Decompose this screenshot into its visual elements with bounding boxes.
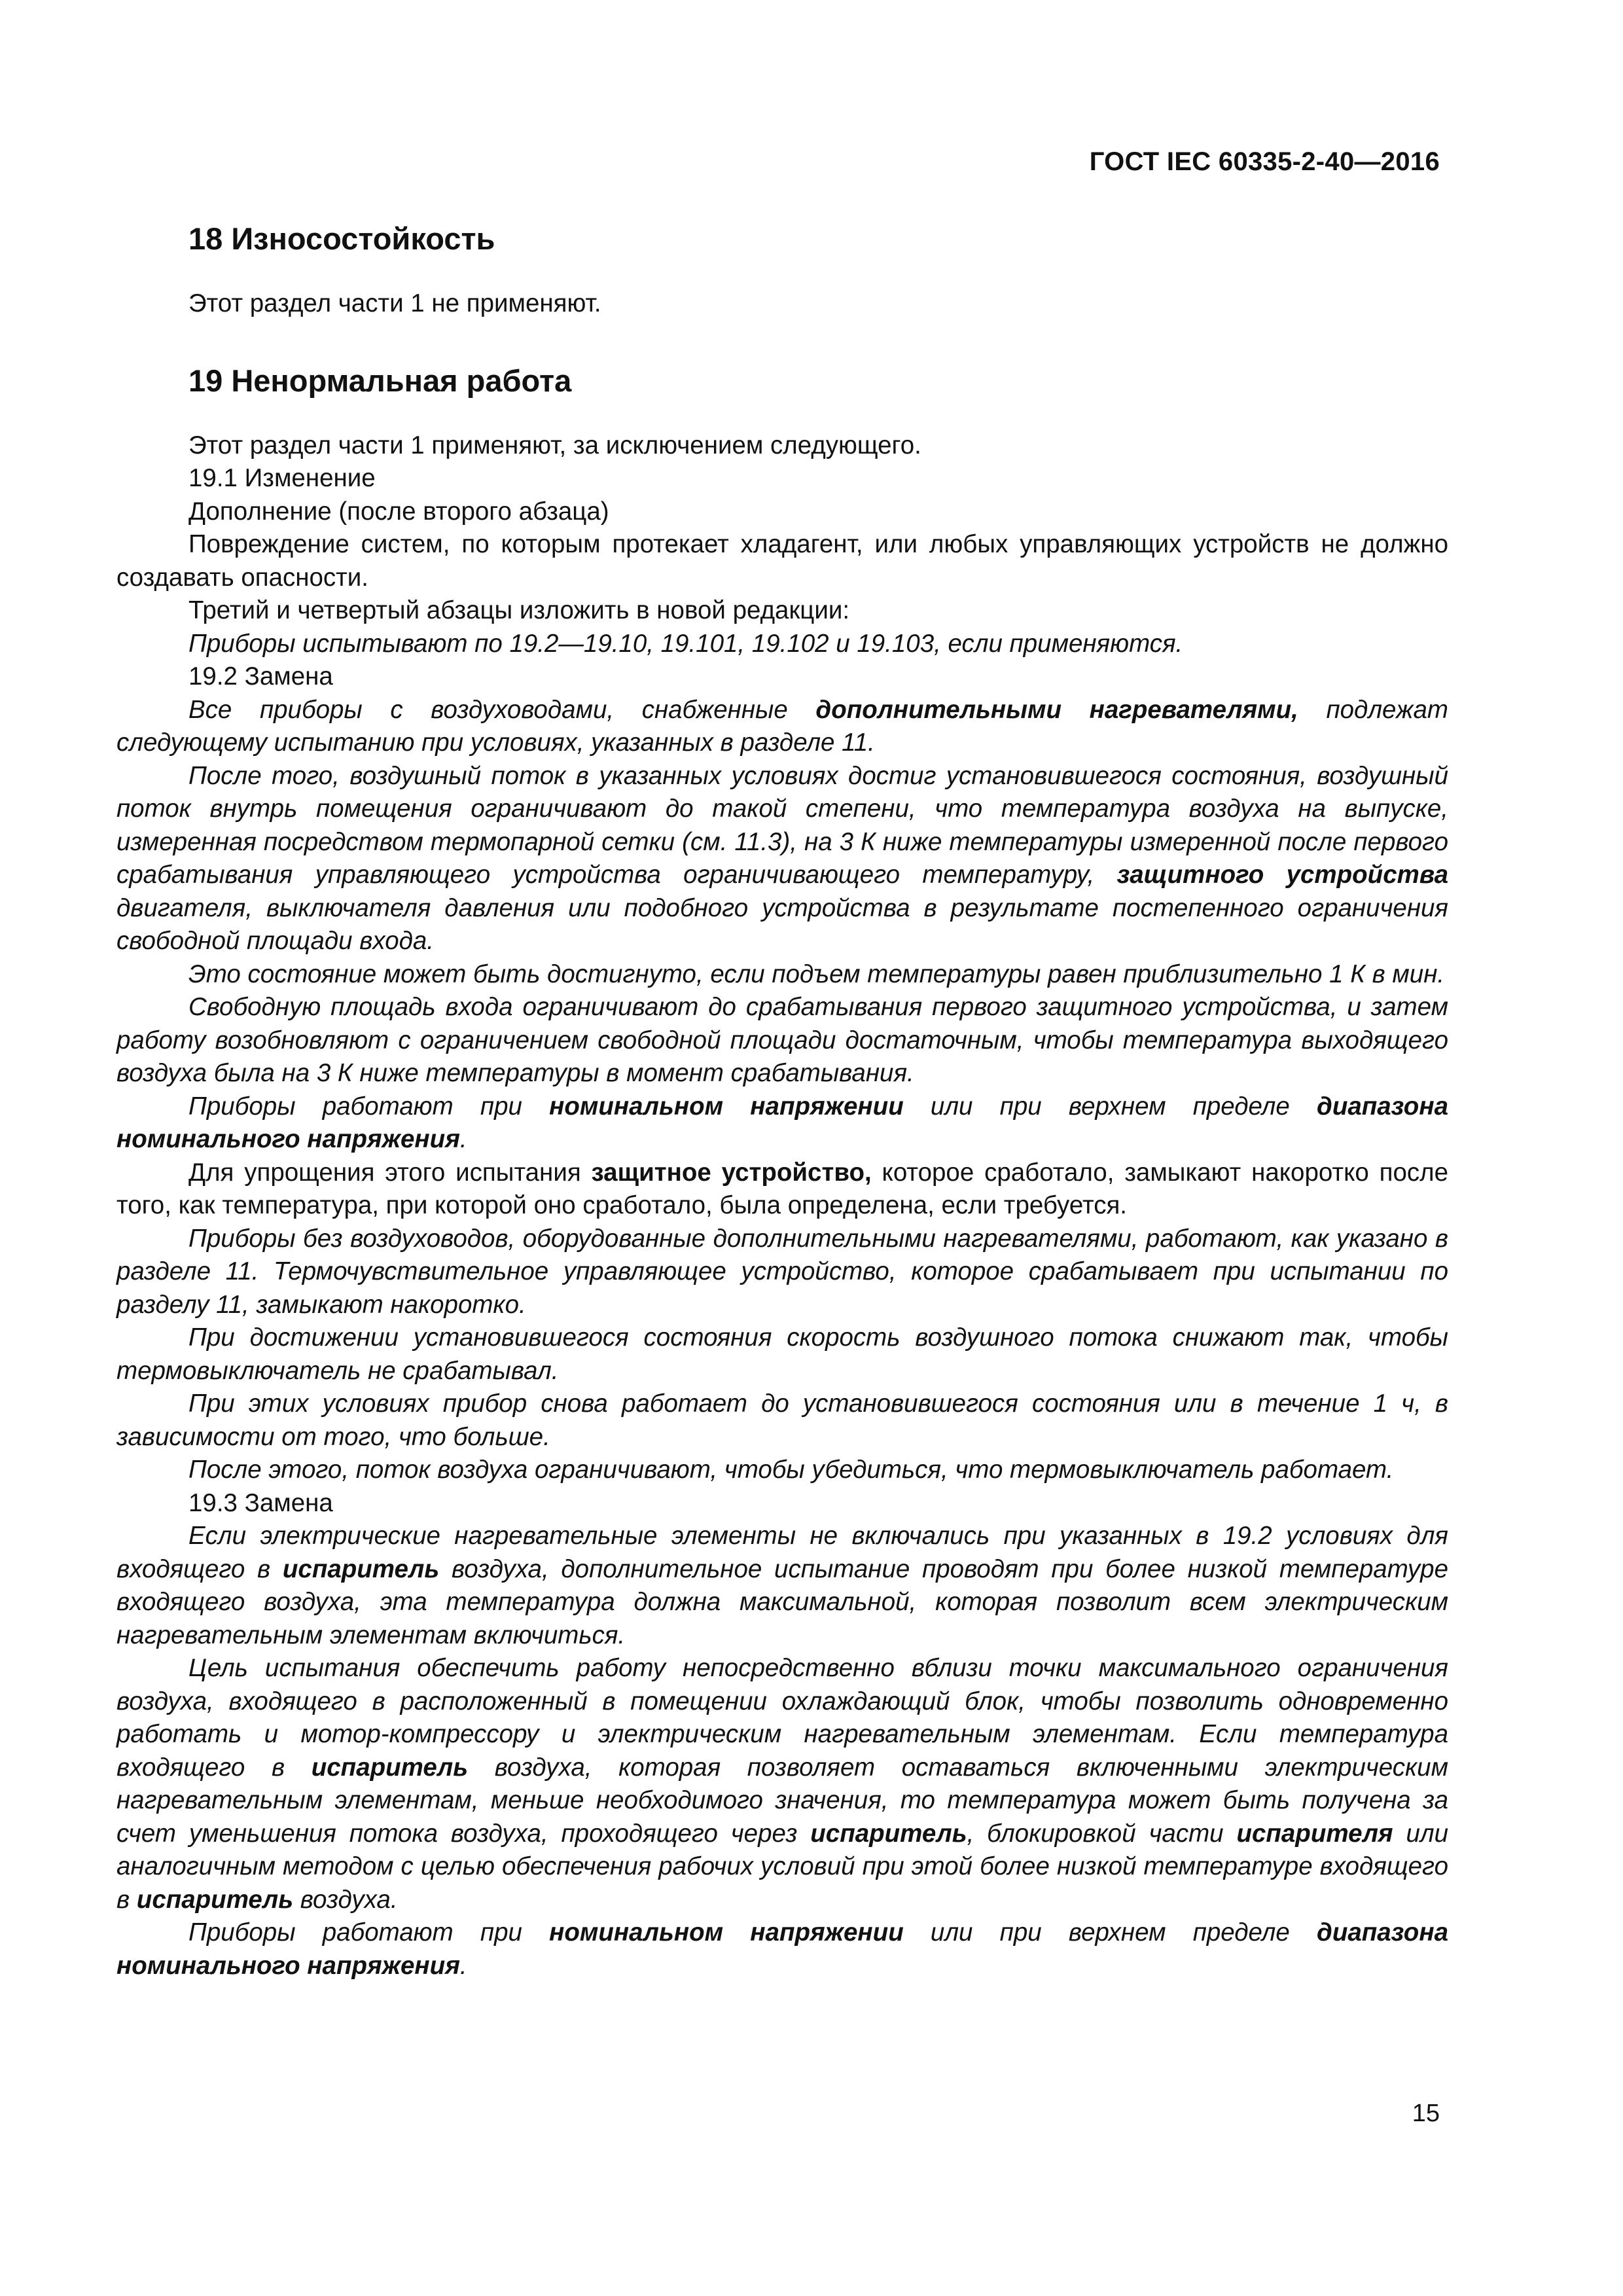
- page-number: 15: [1412, 2100, 1440, 2127]
- clause-19-2-p2: [116, 760, 1448, 958]
- clause-19-2-p8: При достижении установившегося состояния скорость воздушного потока снижают так, чтобы термовыключатель не срабатывал.: [116, 1323, 1448, 1385]
- clause-19-2-p3: Это состояние может быть достигнуто, если подъем температуры равен приблизительно 1 К в мин.: [188, 960, 1445, 988]
- section-18-text: Этот раздел части 1 не применяют.: [188, 289, 601, 317]
- text-run: воздуха.: [293, 1885, 398, 1914]
- text-run: или при верхнем пределе: [903, 1918, 1317, 1946]
- defined-term: испаритель: [136, 1885, 294, 1914]
- clause-19-3-title: 19.3 Замена: [188, 1488, 333, 1517]
- defined-term: номинальном напряжении: [549, 1092, 904, 1121]
- text-run: Если электрические нагревательные элементы не включались при указанных в 19.2 условиях для входящего в: [116, 1522, 1448, 1583]
- clause-19-2-p6: [116, 1157, 1448, 1223]
- text-run: , блокировкой части: [967, 1819, 1237, 1848]
- clause-19-1-title: 19.1 Изменение: [188, 464, 376, 492]
- clause-19-2-p5: [116, 1090, 1448, 1157]
- text-run: Для упрощения этого испытания: [188, 1158, 592, 1187]
- defined-term: защитного устройства: [1116, 861, 1448, 889]
- clause-19-2-p4: Свободную площадь входа ограничивают до срабатывания первого защитного устройства, и затем работу возобновляют с ограничением свободной площади достаточным, чтобы температура выходящего воздуха была на 3 К ниже температуры в момент срабатывания.: [116, 993, 1448, 1087]
- clause-19-1-addition: Дополнение (после второго абзаца): [188, 497, 609, 526]
- text-run: воздуха, дополнительное испытание проводят при более низкой температуре входящего воздуха, эта температура должна максимальной, которая позволит всем электрическим нагревательным элементам включиться.: [116, 1554, 1448, 1649]
- text-run: Цель испытания обеспечить работу непосредственно вблизи точки максимального ограничения воздуха, входящего в расположенный в помещении охлаждающий блок, чтобы позволить одновременно работать и мотор-компрессору и электрическим нагревательным элементам. Если температура входящего в: [116, 1654, 1448, 1782]
- clause-19-2-p10: После этого, поток воздуха ограничивают, чтобы убедиться, что термовыключатель работает.: [188, 1456, 1394, 1484]
- clause-19-2-p1: [116, 694, 1448, 760]
- clause-19-1-damage: Повреждение систем, по которым протекает хладагент, или любых управляющих устройств не должно создавать опасности.: [116, 530, 1448, 592]
- text-run: которое сработало, замыкают накоротко после того, как температура, при которой оно сработало, была определена, если требуется.: [116, 1158, 1449, 1219]
- clause-19-2-p9: При этих условиях прибор снова работает до установившегося состояния или в течение 1 ч, в зависимости от того, что больше.: [116, 1390, 1448, 1451]
- text-run: или при верхнем пределе: [903, 1092, 1317, 1121]
- clause-19-1-third-fourth: Третий и четвертый абзацы изложить в новой редакции:: [188, 596, 850, 624]
- text-run: воздуха, которая позволяет оставаться включенными электрическим нагревательным элементам, меньше необходимого значения, то температура может быть получена за счет уменьшения потока воздуха, проходящего через: [116, 1753, 1448, 1848]
- defined-term: испаритель: [311, 1753, 469, 1782]
- clause-19-3-p3: [116, 1916, 1448, 1982]
- page-content: [116, 219, 1448, 1982]
- defined-term: испарителя: [1236, 1819, 1393, 1848]
- defined-term: испаритель: [810, 1819, 967, 1848]
- text-run: двигателя, выключателя давления или подобного устройства в результате постепенного ограничения свободной площади входа.: [116, 893, 1448, 955]
- text-run: или аналогичным методом с целью обеспечения рабочих условий при этой более низкой температуре входящего в: [116, 1819, 1449, 1914]
- clause-19-2-title: 19.2 Замена: [188, 662, 333, 691]
- text-run: подлежат следующему испытанию при условиях, указанных в разделе 11.: [116, 695, 1448, 757]
- clause-19-1-tests: Приборы испытывают по 19.2—19.10, 19.101, 19.102 и 19.103, если применяются.: [188, 629, 1183, 658]
- text-run: .: [459, 1125, 467, 1153]
- text-run: Приборы работают при: [188, 1092, 550, 1121]
- clause-19-3-p2: [116, 1652, 1448, 1916]
- defined-term: номинальном напряжении: [549, 1918, 904, 1946]
- text-run: После того, воздушный поток в указанных условиях достиг установившегося состояния, воздушный поток внутрь помещения ограничивают до такой степени, что температура воздуха на выпуске, измеренная посредством термопарной сетки (см. 11.3), на 3 К ниже температуры измеренной после первого срабатывания управляющего устройства ограничивающего температуру,: [116, 761, 1448, 889]
- section-19-heading: 19 Ненормальная работа: [188, 363, 572, 398]
- text-run: .: [459, 1951, 467, 1980]
- defined-term: диапазона номинального напряжения: [116, 1918, 1448, 1980]
- defined-term: дополнительными нагревателями,: [815, 695, 1298, 724]
- text-run: Приборы работают при: [188, 1918, 550, 1946]
- clause-19-3-p1: [116, 1520, 1448, 1652]
- defined-term: диапазона номинального напряжения: [116, 1092, 1448, 1153]
- defined-term: защитное устройство,: [591, 1158, 872, 1187]
- section-18-heading: 18 Износостойкость: [188, 221, 495, 256]
- section-19-intro: Этот раздел части 1 применяют, за исключением следующего.: [188, 431, 921, 459]
- text-run: Все приборы с воздуховодами, снабженные: [188, 695, 816, 724]
- clause-19-2-p7: Приборы без воздуховодов, оборудованные дополнительными нагревателями, работают, как указано в разделе 11. Термочувствительное управляющее устройство, которое срабатывает при испытании по разделу 11, замыкают накоротко.: [116, 1224, 1448, 1319]
- defined-term: испаритель: [282, 1554, 440, 1583]
- document-id: ГОСТ IEC 60335-2-40—2016: [1089, 147, 1440, 176]
